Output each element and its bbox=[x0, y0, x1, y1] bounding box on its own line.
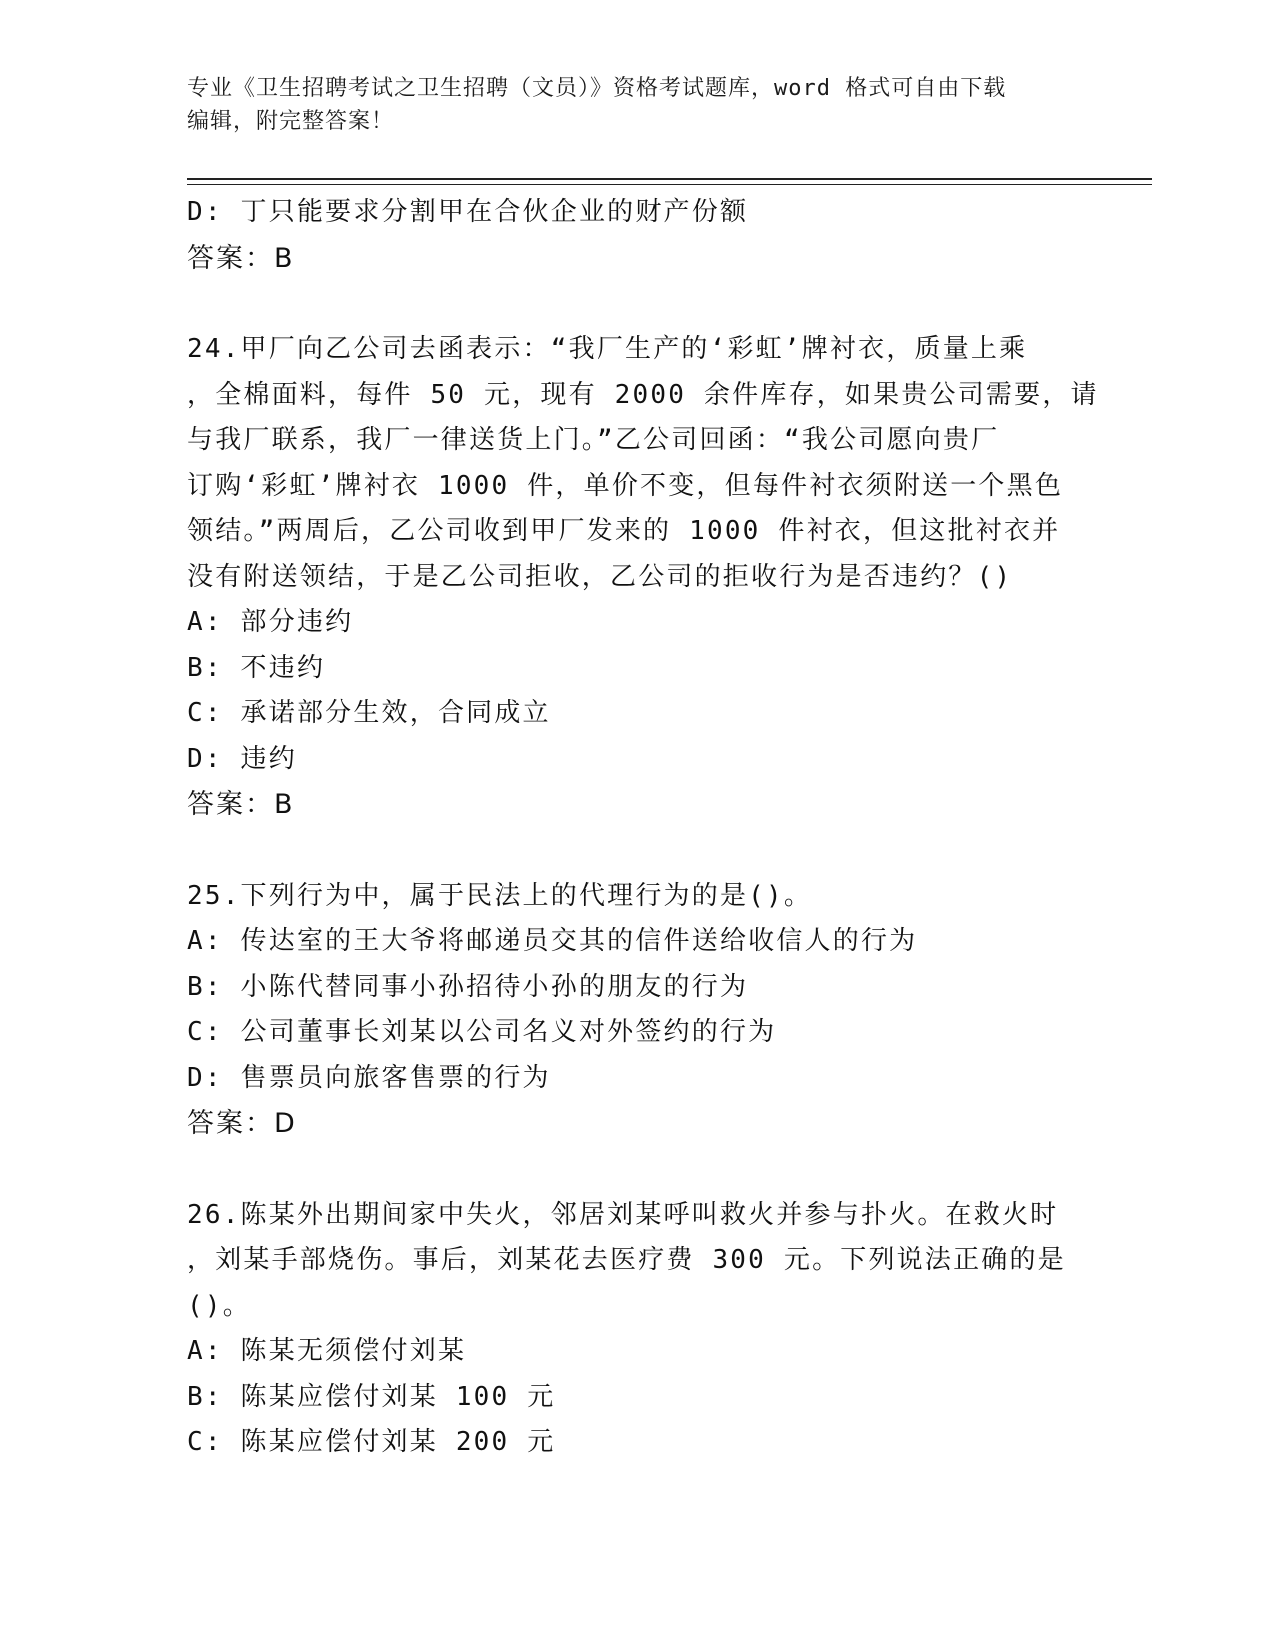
header-line-2: 编辑，附完整答案！ bbox=[187, 109, 395, 134]
question-24 bbox=[187, 327, 1099, 828]
spacer bbox=[187, 828, 1087, 874]
question-stem-line: 没有附送领结，于是乙公司拒收，乙公司的拒收行为是否违约？() bbox=[187, 561, 1013, 592]
spacer bbox=[187, 1147, 1087, 1193]
answer-label: 答案：D bbox=[187, 1108, 297, 1139]
header-divider-thin bbox=[187, 184, 1152, 185]
option-c: C: 承诺部分生效，合同成立 bbox=[187, 698, 551, 728]
answer-label: 答案：B bbox=[187, 789, 295, 820]
question-stem-line: 26.陈某外出期间家中失火，邻居刘某呼叫救火并参与扑火。在救火时 bbox=[187, 1199, 1059, 1230]
answer-label: 答案：B bbox=[187, 242, 295, 274]
question-23-tail bbox=[187, 190, 1087, 281]
question-26 bbox=[187, 1193, 1087, 1466]
option-a: A: 部分违约 bbox=[187, 607, 354, 637]
option-a: A: 陈某无须偿付刘某 bbox=[187, 1336, 467, 1366]
header-divider-thick bbox=[187, 178, 1152, 180]
option-b: B: 小陈代替同事小孙招待小孙的朋友的行为 bbox=[187, 971, 749, 1002]
option-d: D: 丁只能要求分割甲在合伙企业的财产份额 bbox=[187, 197, 749, 227]
header-line-1: 专业《卫生招聘考试之卫生招聘（文员）》资格考试题库，word 格式可自由下载 bbox=[187, 76, 1007, 101]
question-stem-line: 24.甲厂向乙公司去函表示：“我厂生产的‘彩虹’牌衬衣，质量上乘 bbox=[187, 334, 1028, 364]
question-stem-line: ，刘某手部烧伤。事后，刘某花去医疗费 300 元。下列说法正确的是 bbox=[187, 1245, 1066, 1275]
question-stem-line: 25.下列行为中，属于民法上的代理行为的是()。 bbox=[187, 880, 813, 911]
question-25 bbox=[187, 874, 1087, 1147]
question-stem-line: 领结。”两周后，乙公司收到甲厂发来的 1000 件衬衣，但这批衬衣并 bbox=[187, 516, 1061, 546]
question-stem-line: 订购‘彩虹’牌衬衣 1000 件，单价不变，但每件衬衣须附送一个黑色 bbox=[187, 470, 1064, 501]
option-b: B: 不违约 bbox=[187, 652, 326, 683]
question-content bbox=[187, 190, 1099, 1466]
option-a: A: 传达室的王大爷将邮递员交其的信件送给收信人的行为 bbox=[187, 926, 918, 956]
option-d: D: 违约 bbox=[187, 743, 297, 774]
question-stem-line: 与我厂联系，我厂一律送货上门。”乙公司回函：“我公司愿向贵厂 bbox=[187, 425, 1000, 455]
question-stem-line: ，全棉面料，每件 50 元，现有 2000 余件库存，如果贵公司需要，请 bbox=[187, 379, 1099, 410]
question-stem-line: ()。 bbox=[187, 1290, 251, 1321]
option-b: B: 陈某应偿付刘某 100 元 bbox=[187, 1381, 556, 1412]
option-c: C: 陈某应偿付刘某 200 元 bbox=[187, 1427, 556, 1457]
option-d: D: 售票员向旅客售票的行为 bbox=[187, 1062, 551, 1093]
document-header bbox=[187, 72, 1087, 138]
option-c: C: 公司董事长刘某以公司名义对外签约的行为 bbox=[187, 1017, 777, 1047]
spacer bbox=[187, 281, 1087, 327]
